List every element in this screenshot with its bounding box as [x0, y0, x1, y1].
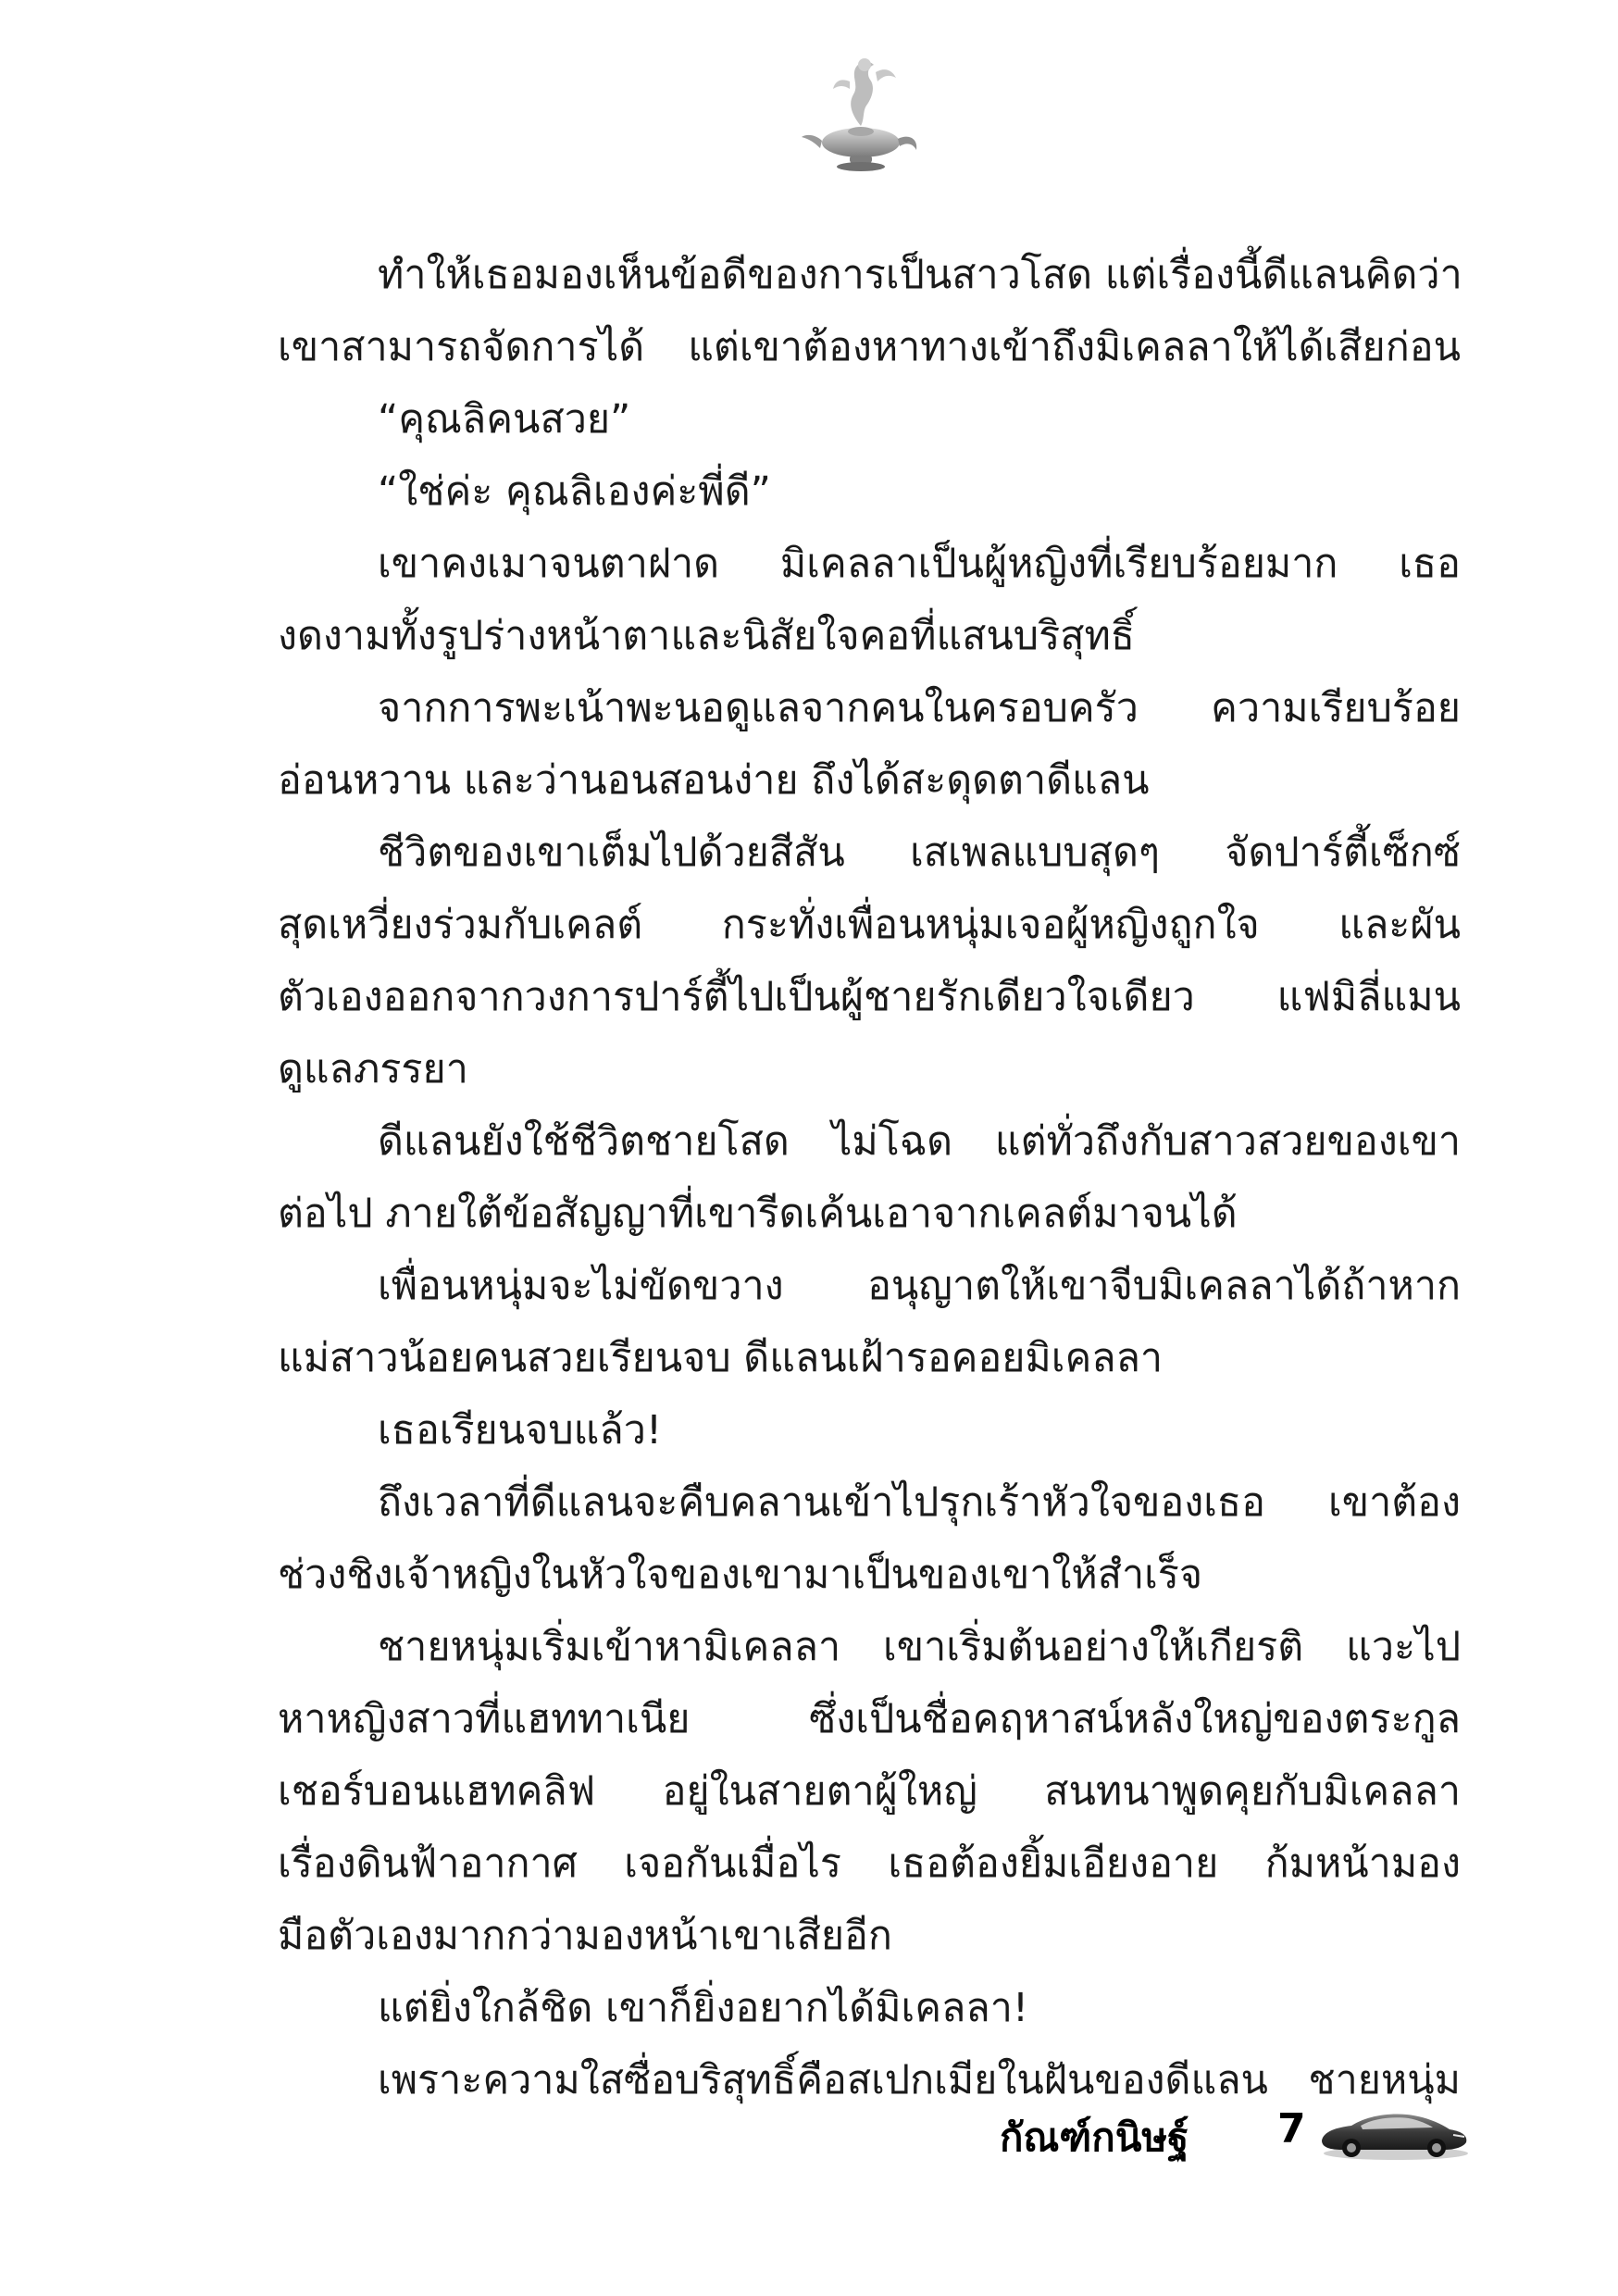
- author-name: กัณฑ์กนิษฐ์: [1000, 2115, 1189, 2160]
- chapter-text: [278, 239, 1461, 2116]
- paragraph-line: เรื่องดินฟ้าอากาศ เจอกันเมื่อไร เธอต้องยิ้มเอียงอาย ก้มหน้ามอง: [278, 1841, 1461, 1887]
- paragraph-line: เชอร์บอนแฮทคลิฟ อยู่ในสายตาผู้ใหญ่ สนทนาพูดคุยกับมิเคลลา: [278, 1768, 1461, 1815]
- paragraph-line: อ่อนหวาน และว่านอนสอนง่าย ถึงได้สะดุดตาดีแลน: [278, 757, 1150, 804]
- paragraph-line: ชีวิตของเขาเต็มไปด้วยสีสัน เสเพลแบบสุดๆ จัดปาร์ตี้เซ็กซ์: [378, 830, 1461, 876]
- paragraph-line: แม่สาวน้อยคนสวยเรียนจบ ดีแลนเฝ้ารอคอยมิเคลลา: [278, 1335, 1164, 1381]
- paragraph-line: ดีแลนยังใช้ชีวิตชายโสด ไม่โฉด แต่ทั่วถึงกับสาวสวยของเขา: [378, 1118, 1461, 1165]
- paragraph-line: เขาสามารถจัดการได้ แต่เขาต้องหาทางเข้าถึงมิเคลลาให้ได้เสียก่อน: [278, 324, 1461, 370]
- paragraph-line: มือตัวเองมากกว่ามองหน้าเขาเสียอีก: [278, 1913, 892, 1959]
- sports-car-icon: [1314, 2100, 1472, 2165]
- paragraph-line: เพราะความใสซื่อบริสุทธิ์คือสเปกเมียในฝันของดีแลน ชายหนุ่ม: [378, 2057, 1461, 2103]
- paragraph-line: เธอเรียนจบแล้ว!: [378, 1407, 663, 1454]
- paragraph-line: ทำให้เธอมองเห็นข้อดีของการเป็นสาวโสด แต่เรื่องนี้ดีแลนคิดว่า: [378, 252, 1462, 298]
- paragraph-line: หาหญิงสาวที่แฮททาเนีย ซึ่งเป็นชื่อคฤหาสน์หลังใหญ่ของตระกูล: [278, 1696, 1461, 1742]
- paragraph-line: เขาคงเมาจนตาฝาด มิเคลลาเป็นผู้หญิงที่เรียบร้อยมาก เธอ: [378, 541, 1461, 587]
- paragraph-line: สุดเหวี่ยงร่วมกับเคลต์ กระทั่งเพื่อนหนุ่มเจอผู้หญิงถูกใจ และผัน: [278, 902, 1461, 948]
- genie-lamp-icon: [796, 54, 926, 174]
- paragraph-line: งดงามทั้งรูปร่างหน้าตาและนิสัยใจคอที่แสนบริสุทธิ์: [278, 613, 1136, 659]
- paragraph-line: ถึงเวลาที่ดีแลนจะคืบคลานเข้าไปรุกเร้าหัวใจของเธอ เขาต้อง: [378, 1479, 1461, 1526]
- paragraph-line: ดูแลภรรยา: [278, 1046, 468, 1092]
- page-number: 7: [1277, 2105, 1306, 2152]
- paragraph-line: ช่วงชิงเจ้าหญิงในหัวใจของเขามาเป็นของเขาให้สำเร็จ: [278, 1552, 1203, 1598]
- paragraph-line: ต่อไป ภายใต้ข้อสัญญาที่เขารีดเค้นเอาจากเคลต์มาจนได้: [278, 1191, 1238, 1237]
- paragraph-line: เพื่อนหนุ่มจะไม่ขัดขวาง อนุญาตให้เขาจีบมิเคลลาได้ถ้าหาก: [378, 1263, 1461, 1309]
- paragraph-line: จากการพะเน้าพะนอดูแลจากคนในครอบครัว ความเรียบร้อย: [378, 685, 1461, 731]
- dialogue-line: “ใช่ค่ะ คุณลิเองค่ะพี่ดี”: [378, 468, 771, 515]
- paragraph-line: แต่ยิ่งใกล้ชิด เขาก็ยิ่งอยากได้มิเคลลา!: [378, 1985, 1029, 2031]
- dialogue-line: “คุณลิคนสวย”: [378, 396, 631, 443]
- page-footer: [0, 2100, 1618, 2183]
- paragraph-line: ตัวเองออกจากวงการปาร์ตี้ไปเป็นผู้ชายรักเดียวใจเดียว แฟมิลี่แมน: [278, 974, 1461, 1020]
- paragraph-line: ชายหนุ่มเริ่มเข้าหามิเคลลา เขาเริ่มต้นอย่างให้เกียรติ แวะไป: [378, 1624, 1461, 1670]
